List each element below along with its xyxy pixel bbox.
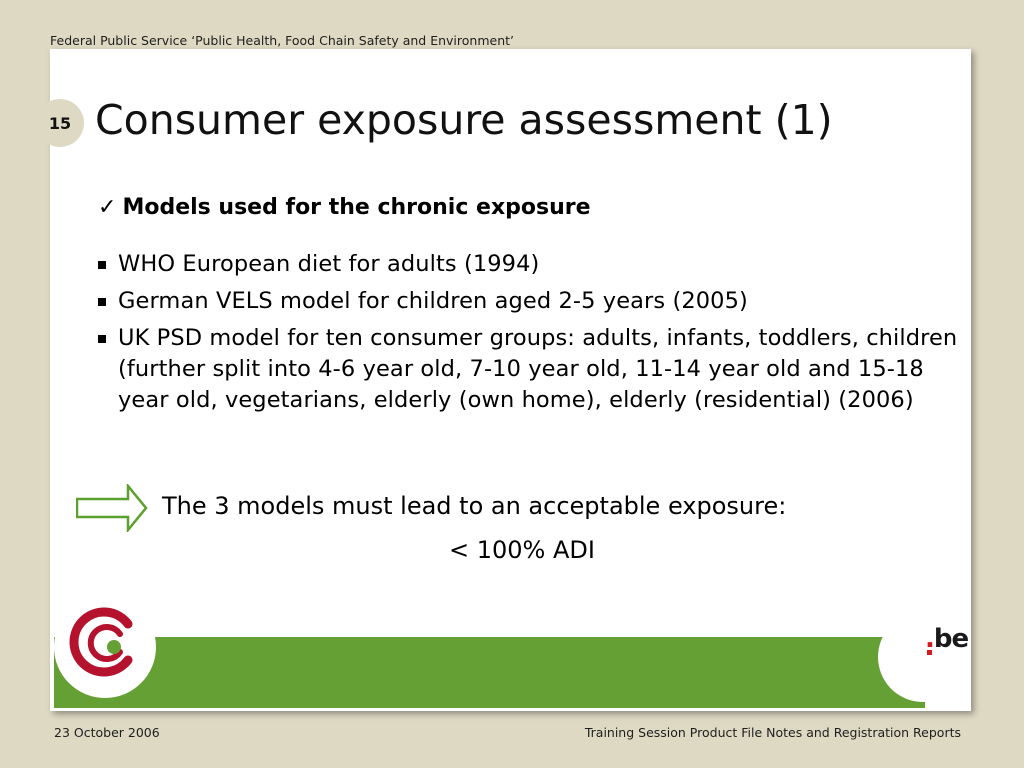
be-logo-text: be [933,624,969,654]
square-bullet-icon [98,298,106,306]
section-subheading [98,195,591,220]
be-logo: .be [925,624,969,654]
conclusion-text: The 3 models must lead to an acceptable exposure: [162,492,787,520]
footer-green-band [54,637,925,708]
federal-service-swirl-icon [62,602,150,682]
slide-title: Consumer exposure assessment (1) [95,96,833,144]
organization-header: Federal Public Service ‘Public Health, Food Chain Safety and Environment’ [50,33,515,48]
adi-threshold: < 100% ADI [449,536,595,564]
square-bullet-icon [98,261,106,269]
subheading-text: Models used for the chronic exposure [122,195,591,220]
slide-number: 15 [48,114,72,133]
list-item [98,249,960,280]
footer-date: 23 October 2006 [54,725,160,740]
right-arrow-icon [76,484,148,532]
square-bullet-icon [98,335,106,343]
checkmark-icon: ✓ [98,195,117,220]
model-list [98,249,960,422]
footer-event: Training Session Product File Notes and Registration Reports [584,725,961,740]
list-item-text: WHO European diet for adults (1994) [118,251,540,277]
list-item [98,323,960,416]
list-item-text: German VELS model for children aged 2-5 years (2005) [118,288,748,314]
list-item-text: UK PSD model for ten consumer groups: adults, infants, toddlers, children (further split into 4-6 year old, 7-10 year old, 11-14 year old and 15-18 year old, vegetarians, elderly (own home), elderly (residential) (2006) [118,325,958,413]
list-item [98,286,960,317]
